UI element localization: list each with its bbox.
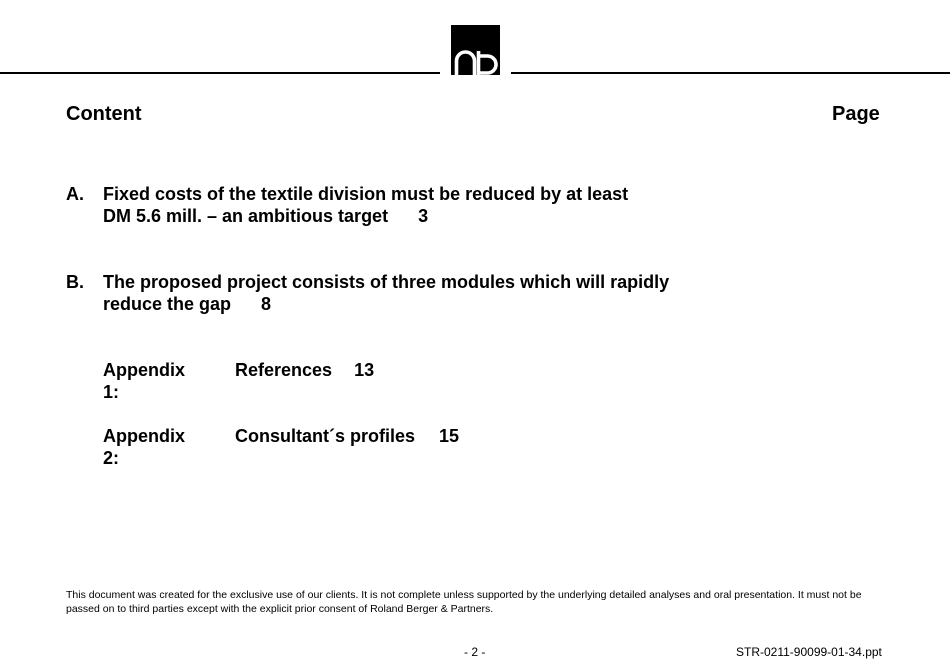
section-letter: A. (66, 184, 84, 204)
disclaimer-text: This document was created for the exclusive use of our clients. It is not complete unless supported by the underlying detailed analyses and oral presentation. It must not be passed on to third parties except with the explicit prior consent of Roland Berger & Partners. (66, 589, 862, 615)
appendix-title-wrap (235, 359, 374, 381)
appendix-label: Appendix 1: (103, 360, 186, 402)
section-title-line2-wrap (103, 205, 428, 227)
section-title-line2: DM 5.6 mill. – an ambitious target (103, 206, 389, 226)
appendix-label: Appendix 2: (103, 426, 186, 468)
section-letter: B. (66, 272, 84, 292)
section-page: 3 (418, 206, 429, 226)
section-title-line1: Fixed costs of the textile division must be reduced by at least (103, 184, 629, 204)
appendix-title: Consultant´s profiles (235, 426, 416, 446)
section-title-line2-wrap (103, 293, 271, 315)
page-number: - 2 - (464, 645, 486, 659)
content-heading: Content (66, 103, 142, 125)
section-title-line1: The proposed project consists of three modules which will rapidly (103, 272, 670, 292)
header-rule-left (0, 72, 440, 74)
document-id: STR-0211-90099-01-34.ppt (736, 645, 882, 659)
appendix-title: References (235, 360, 333, 380)
appendix-page: 13 (354, 360, 375, 380)
section-title-line2: reduce the gap (103, 294, 232, 314)
header-rule-right (511, 72, 950, 74)
appendix-title-wrap (235, 425, 459, 447)
rb-logo (451, 25, 500, 75)
rb-logo-icon (451, 25, 500, 75)
page-heading: Page (832, 103, 880, 125)
section-page: 8 (261, 294, 272, 314)
appendix-page: 15 (439, 426, 460, 446)
